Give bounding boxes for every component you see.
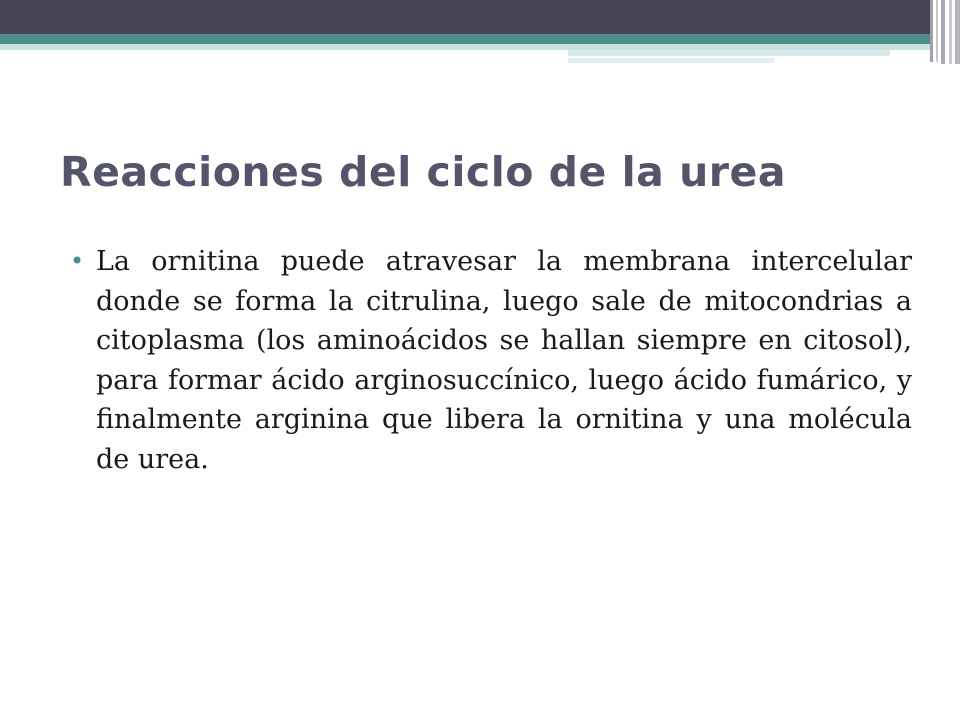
top-banner-pale-stripe-short: [568, 50, 890, 56]
bullet-item: [70, 242, 912, 479]
slide-title: Reacciones del ciclo de la urea: [60, 148, 786, 196]
bullet-marker: •: [70, 247, 85, 275]
decorative-vertical-bar: [949, 0, 952, 64]
decorative-vertical-bar: [930, 0, 933, 62]
decorative-vertical-bar: [955, 0, 960, 64]
bullet-text: La ornitina puede atravesar la membrana intercelular donde se forma la citrulina, luego sale de mitocondrias a citoplasma (los aminoácidos se hallan siempre en citosol), para formar ácido arginosuccínico, luego ácido fumárico, y finalmente arginina que libera la ornitina y una molécula de urea.: [96, 246, 912, 475]
top-banner-pale-stripe-shorter: [568, 58, 774, 63]
top-banner-teal: [0, 34, 960, 44]
decorative-vertical-bar: [936, 0, 938, 62]
decorative-vertical-bar: [941, 0, 945, 64]
bullet-list: [70, 242, 912, 479]
top-banner-dark: [0, 0, 960, 34]
